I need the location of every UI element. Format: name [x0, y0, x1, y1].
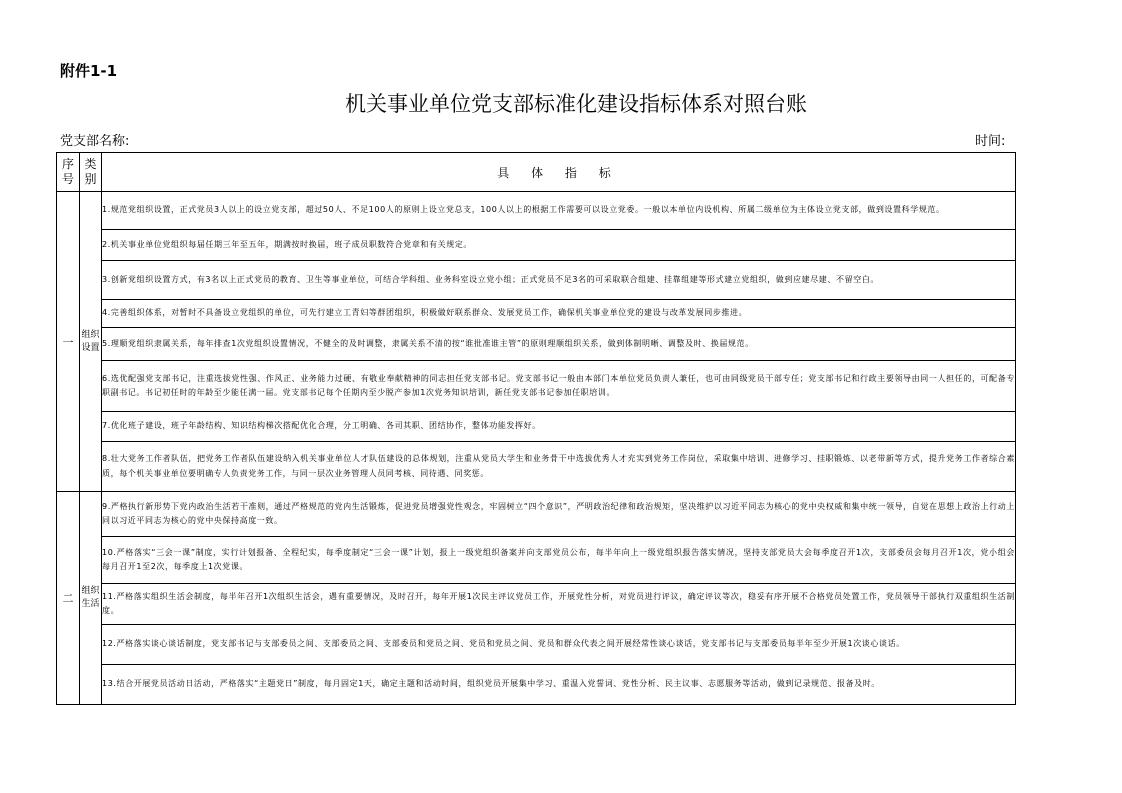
- section-category: 组织生活: [80, 492, 102, 705]
- indicator-table: [56, 152, 1016, 705]
- table-row: [57, 361, 1016, 412]
- section-number: 一: [57, 192, 80, 492]
- indicator-item: 2.机关事业单位党组织每届任期三年至五年，期满按时换届，班子成员职数符合党章和有关规定。: [102, 230, 1016, 261]
- table-row: [57, 442, 1016, 492]
- table-header-row: [57, 153, 1016, 192]
- indicator-item: 3.创新党组织设置方式，有3名以上正式党员的教育、卫生等事业单位，可结合学科组、业务科室设立党小组；正式党员不足3名的可采取联合组建、挂靠组建等形式建立党组织，做到应建尽建、不留空白。: [102, 261, 1016, 300]
- section-category: 组织设置: [80, 192, 102, 492]
- page-title: 机关事业单位党支部标准化建设指标体系对照台账: [345, 92, 807, 116]
- table-row: [57, 412, 1016, 442]
- indicator-item: 13.结合开展党员活动日活动，严格落实“主题党日”制度，每月固定1天，确定主题和活动时间，组织党员开展集中学习、重温入党誓词、党性分析、民主议事、志愿服务等活动，做到记录规范、报备及时。: [102, 665, 1016, 705]
- table-row: [57, 192, 1016, 230]
- table-row: [57, 328, 1016, 361]
- table-row: [57, 261, 1016, 300]
- indicator-item: 11.严格落实组织生活会制度，每半年召开1次组织生活会，遇有重要情况，及时召开，每年开展1次民主评议党员工作，开展党性分析，对党员进行评议，确定评议等次，稳妥有序开展不合格党员处置工作，党员领导干部执行双重组织生活制度。: [102, 584, 1016, 625]
- indicator-item: 4.完善组织体系，对暂时不具备设立党组织的单位，可先行建立工青妇等群团组织，积极做好联系群众、发展党员工作，确保机关事业单位党的建设与改革发展同步推进。: [102, 300, 1016, 328]
- section-number: 二: [57, 492, 80, 705]
- header-seq: 序号: [57, 153, 80, 192]
- header-category: 类别: [80, 153, 102, 192]
- time-label: 时间:: [975, 134, 1006, 149]
- attachment-label: 附件1-1: [60, 62, 118, 80]
- table-row: [57, 230, 1016, 261]
- indicator-item: 1.规范党组织设置，正式党员3人以上的设立党支部，超过50人、不足100人的原则上设立党总支，100人以上的根据工作需要可以设立党委。一般以本单位内设机构、所属二级单位为主体设立党支部，做到设置科学规范。: [102, 192, 1016, 230]
- indicator-item: 7.优化班子建设，班子年龄结构、知识结构梯次搭配优化合理，分工明确、各司其职、团结协作，整体功能发挥好。: [102, 412, 1016, 442]
- indicator-item: 6.选优配强党支部书记，注重选拔党性强、作风正、业务能力过硬、有敬业奉献精神的同志担任党支部书记。党支部书记一般由本部门本单位党员负责人兼任，也可由同级党员干部专任；党支部书记和行政主要领导由同一人担任的，可配备专职副书记。书记初任时的年龄至少能任满一届。党支部书记每个任期内至少脱产参加1次党务知识培训，新任党支部书记参加任职培训。: [102, 361, 1016, 412]
- table-row: [57, 492, 1016, 537]
- table-row: [57, 584, 1016, 625]
- table-row: [57, 537, 1016, 584]
- table-row: [57, 665, 1016, 705]
- indicator-item: 10.严格落实“三会一课”制度，实行计划报备、全程纪实，每季度制定“三会一课”计划，报上一级党组织备案并向支部党员公布，每半年向上一级党组织报告落实情况，坚持支部党员大会每季度召开1次，支部委员会每月召开1次，党小组会每月召开1至2次，每季度上1次党课。: [102, 537, 1016, 584]
- indicator-item: 12.严格落实谈心谈话制度，党支部书记与支部委员之间、支部委员之间、支部委员和党员之间、党员和党员之间、党员和群众代表之间开展经常性谈心谈话，党支部书记与支部委员每半年至少开展1次谈心谈话。: [102, 625, 1016, 665]
- indicator-item: 5.理顺党组织隶属关系，每年排查1次党组织设置情况，不健全的及时调整，隶属关系不清的按“谁批准谁主管”的原则理顺组织关系，做到体制明晰、调整及时、换届规范。: [102, 328, 1016, 361]
- table-row: [57, 625, 1016, 665]
- table-row: [57, 300, 1016, 328]
- branch-name-label: 党支部名称:: [60, 134, 130, 149]
- indicator-item: 8.壮大党务工作者队伍，把党务工作者队伍建设纳入机关事业单位人才队伍建设的总体规划，注重从党员大学生和业务骨干中选拔优秀人才充实到党务工作岗位，采取集中培训、进修学习、挂职锻炼、以老带新等方式，提升党务工作者综合素质，每个机关事业单位要明确专人负责党务工作，与同一层次业务管理人员同考核、同待遇、同奖惩。: [102, 442, 1016, 492]
- indicator-item: 9.严格执行新形势下党内政治生活若干准则，通过严格规范的党内生活锻炼，促进党员增强党性观念，牢固树立“四个意识”，严明政治纪律和政治规矩，坚决维护以习近平同志为核心的党中央权威和集中统一领导，自觉在思想上政治上行动上同以习近平同志为核心的党中央保持高度一致。: [102, 492, 1016, 537]
- header-indicators: 具 体 指 标: [102, 153, 1016, 192]
